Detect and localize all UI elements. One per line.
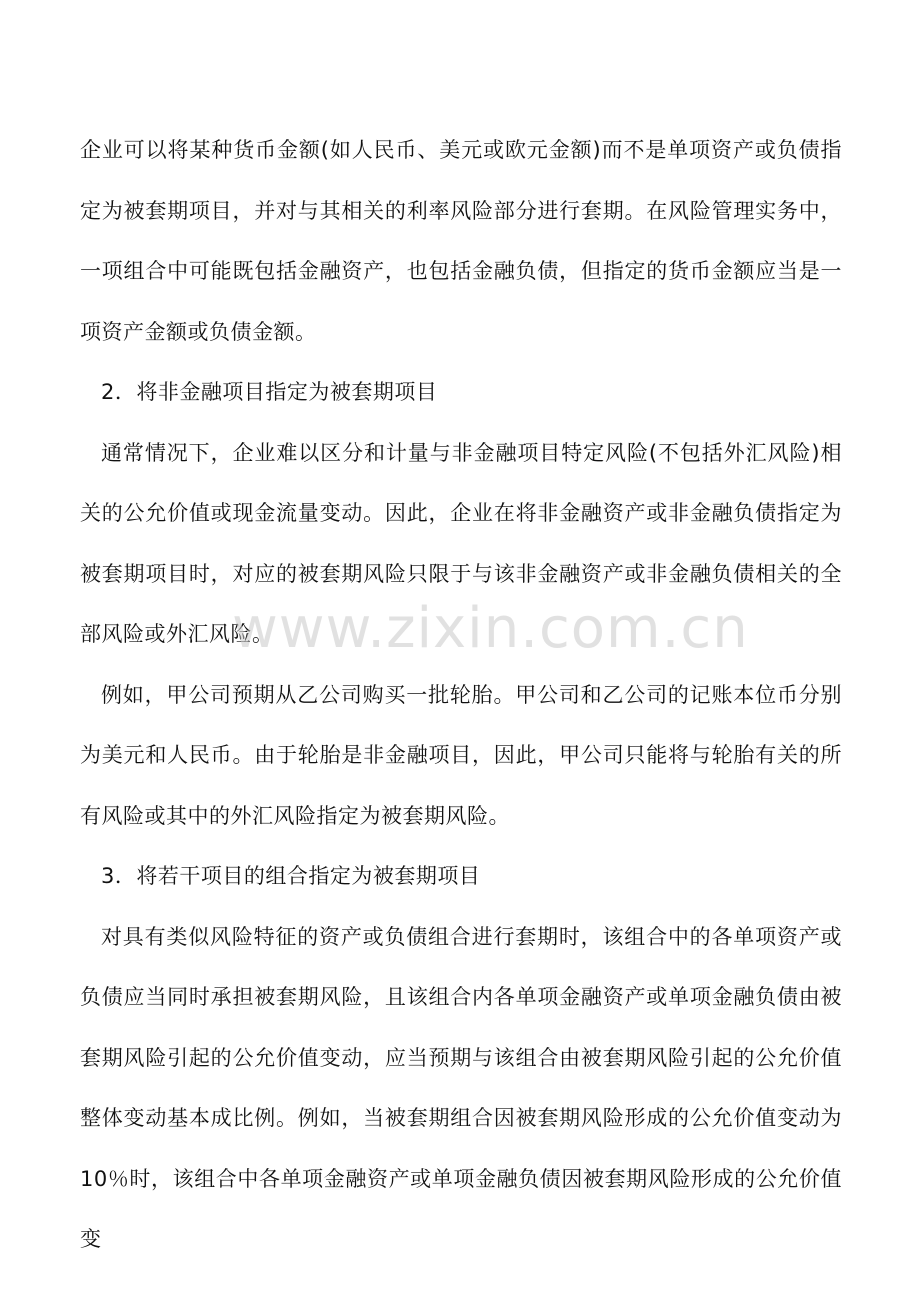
paragraph-currency-amount-hedge: 企业可以将某种货币金额(如人民币、美元或欧元金额)而不是单项资产或负债指定为被套期项目，并对与其相关的利率风险部分进行套期。在风险管理实务中，一项组合中可能既包括金融资产，也包括金融负债，但指定的货币金额应当是一项资产金额或负债金额。 — [80, 138, 842, 344]
section-heading-3: 3．将若干项目的组合指定为被套期项目 — [101, 864, 481, 888]
watermark-text: www.zixin.com.cn — [232, 596, 749, 661]
paragraph-nonfinancial-risk: 通常情况下，企业难以区分和计量与非金融项目特定风险(不包括外汇风险)相关的公允价值或现金流量变动。因此，企业在将非金融资产或非金融负债指定为被套期项目时，对应的被套期风险只限于与该非金融资产或非金融负债相关的全部风险或外汇风险。 — [80, 440, 842, 646]
paragraph-tire-example: 例如，甲公司预期从乙公司购买一批轮胎。甲公司和乙公司的记账本位币分别为美元和人民币。由于轮胎是非金融项目，因此，甲公司只能将与轮胎有关的所有风险或其中的外汇风险指定为被套期风险。 — [80, 682, 842, 828]
section-heading-2: 2．将非金融项目指定为被套期项目 — [101, 380, 438, 404]
document-body — [80, 120, 842, 1270]
paragraph-portfolio-hedge: 对具有类似风险特征的资产或负债组合进行套期时，该组合中的各单项资产或负债应当同时承担被套期风险，且该组合内各单项金融资产或单项金融负债由被套期风险引起的公允价值变动，应当预期与该组合由被套期风险引起的公允价值整体变动基本成比例。例如，当被套期组合因被套期风险形成的公允价值变动为10％时，该组合中各单项金融资产或单项金融负债因被套期风险形成的公允价值变 — [80, 924, 842, 1251]
